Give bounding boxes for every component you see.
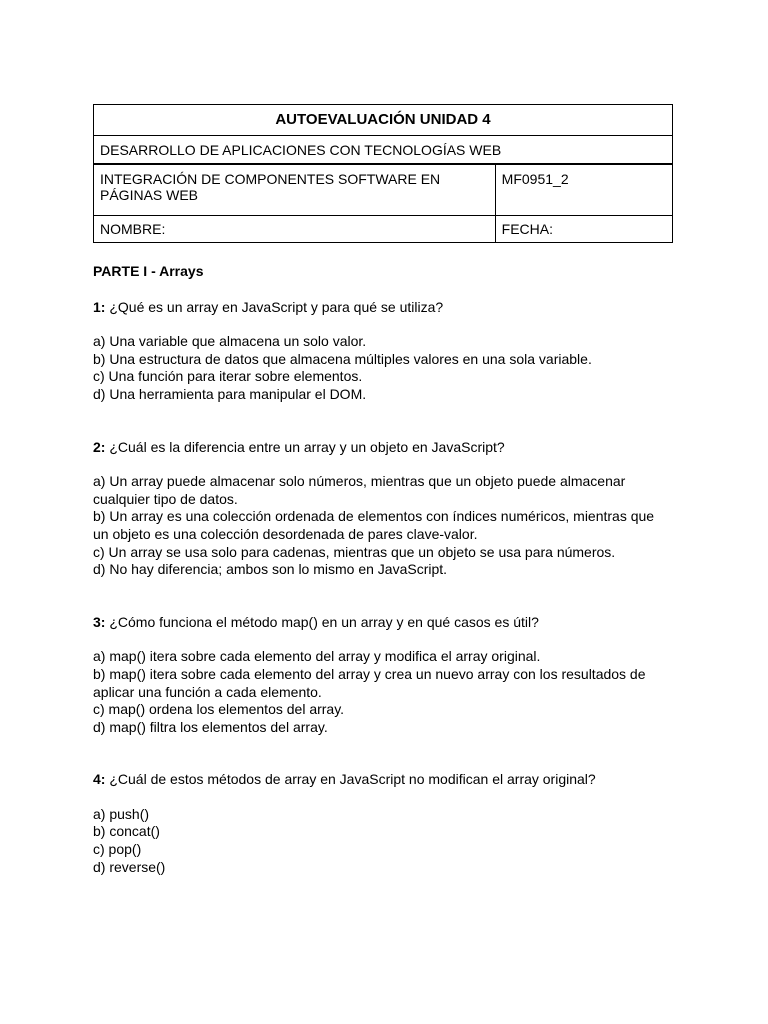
answer-option: d) reverse() [93,858,166,875]
answer-option: c) Una función para iterar sobre elementos. [93,368,363,385]
answer-options [93,648,673,736]
answer-option: d) Una herramienta para manipular el DOM. [93,385,367,402]
answer-option: a) push() [93,805,150,822]
module-code: MF0951_2 [495,164,672,216]
module-name: INTEGRACIÓN DE COMPONENTES SOFTWARE EN PÁGINAS WEB [94,164,496,216]
answer-option: d) No hay diferencia; ambos son lo mismo en JavaScript. [93,561,448,578]
answer-option: c) pop() [93,841,142,858]
question-text [93,299,673,317]
answer-option: b) Un array es una colección ordenada de elementos con índices numéricos, mientras que un objeto es una colección desordenada de pares clave-valor. [93,508,655,542]
answer-option: d) map() filtra los elementos del array. [93,718,328,735]
question-prompt: ¿Cómo funciona el método map() en un array y en qué casos es útil? [105,613,539,630]
question-number: 1: [93,298,106,315]
name-field-label: NOMBRE: [94,216,496,243]
answer-option: a) Una variable que almacena un solo valor. [93,333,367,350]
question-number: 3: [93,613,106,630]
answer-option: b) map() itera sobre cada elemento del array y crea un nuevo array con los resultados de aplicar una función a cada elemento. [93,665,646,700]
question-number: 2: [93,438,106,455]
question-prompt: ¿Qué es un array en JavaScript y para qué se utiliza? [105,298,444,315]
question-block [93,439,673,579]
answer-option: a) map() itera sobre cada elemento del array y modifica el array original. [93,648,541,665]
part-title: PARTE I - Arrays [93,263,204,279]
answer-options [93,333,673,403]
question-text [93,614,673,632]
answer-option: c) Un array se usa solo para cadenas, mientras que un objeto se usa para números. [93,543,616,560]
document-title: AUTOEVALUACIÓN UNIDAD 4 [94,105,673,136]
question-number: 4: [93,771,106,788]
header-table [93,104,673,243]
question-text [93,439,673,457]
question-block [93,614,673,737]
question-prompt: ¿Cuál es la diferencia entre un array y un objeto en JavaScript? [105,438,505,455]
question-block [93,771,673,876]
question-text [93,771,673,789]
course-name: DESARROLLO DE APLICACIONES CON TECNOLOGÍAS WEB [94,136,673,165]
question-prompt: ¿Cuál de estos métodos de array en JavaScript no modifican el array original? [105,771,596,788]
answer-option: b) Una estructura de datos que almacena múltiples valores en una sola variable. [93,350,592,367]
answer-options [93,806,673,876]
document-page [93,104,673,876]
answer-options [93,473,673,579]
question-block [93,299,673,404]
answer-option: c) map() ordena los elementos del array. [93,701,345,718]
date-field-label: FECHA: [495,216,672,243]
question-list [93,299,673,877]
answer-option: a) Un array puede almacenar solo números, mientras que un objeto puede almacenar cualquier tipo de datos. [93,473,626,507]
answer-option: b) concat() [93,823,160,840]
document-content [93,263,673,876]
